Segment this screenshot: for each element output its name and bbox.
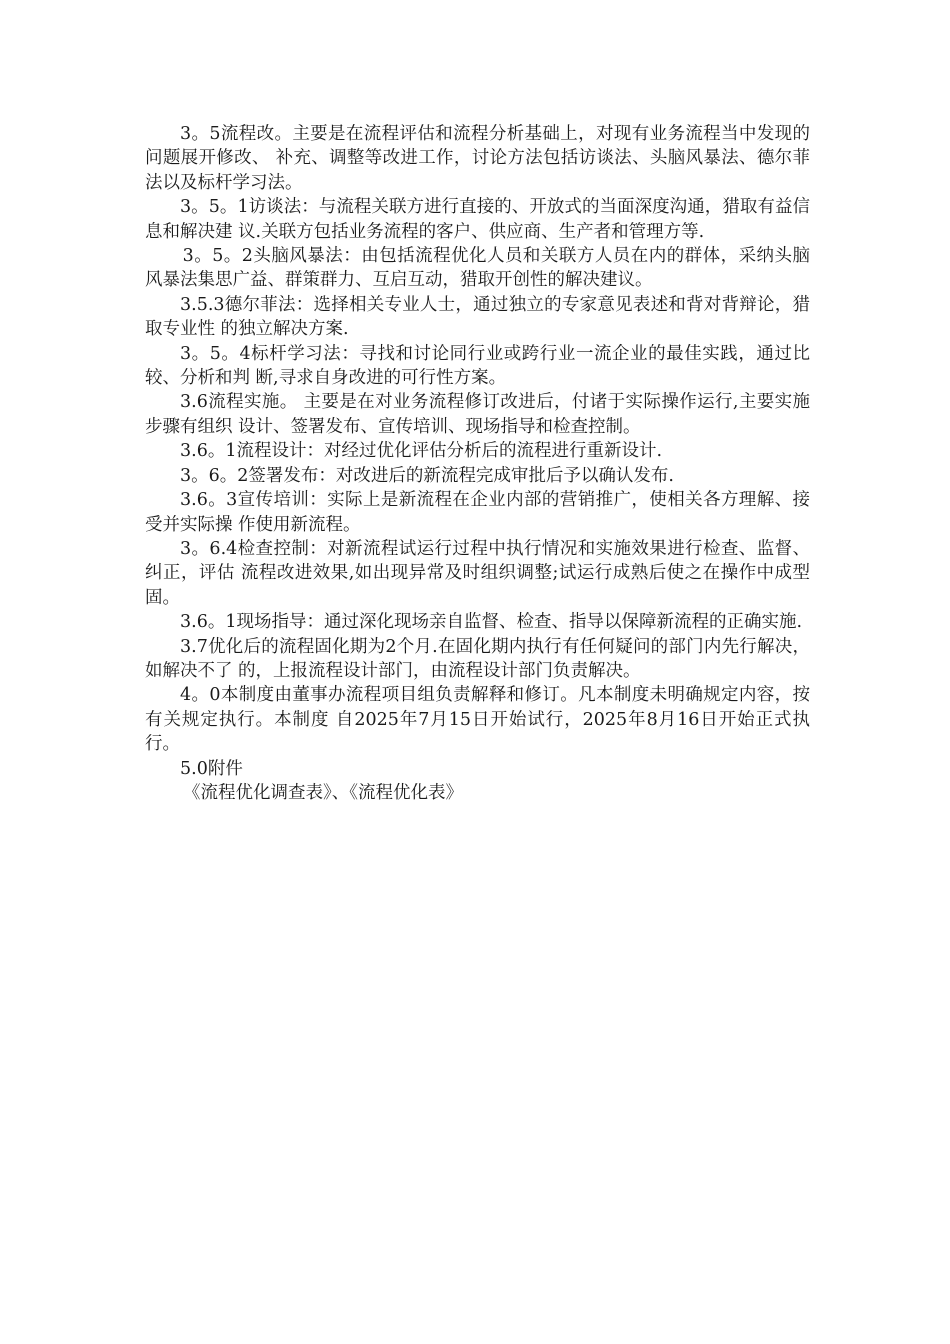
paragraph-3-5-1: 3。5。1访谈法：与流程关联方进行直接的、开放式的当面深度沟通，猎取有益信息和解决建 议.关联方包括业务流程的客户、供应商、生产者和管理方等. [145,197,810,242]
document-body [145,122,810,805]
paragraph-4-0: 4。0本制度由董事办流程项目组负责解释和修订。凡本制度未明确规定内容，按有关规定执行。本制度 自2025年7月15日开始试行，2025年8月16日开始正式执行。 [145,685,810,755]
paragraph-5-0: 5.0附件 [180,758,243,779]
paragraph-3-5-3: 3.5.3德尔菲法：选择相关专业人士，通过独立的专家意见表述和背对背辩论，猎取专业性 的独立解决方案. [145,294,810,340]
paragraph-3-6-4: 3。6.4检查控制：对新流程试运行过程中执行情况和实施效果进行检查、监督、纠正，评估 流程改进效果,如出现异常及时组织调整;试运行成熟后使之在操作中成型固。 [145,538,810,608]
paragraph-3-6-1-field-guidance: 3.6。1现场指导：通过深化现场亲自监督、检查、指导以保障新流程的正确实施. [180,612,803,633]
paragraph-3-6-2: 3。6。2签署发布：对改进后的新流程完成审批后予以确认发布. [180,465,674,486]
paragraph-3-6-1: 3.6。1流程设计：对经过优化评估分析后的流程进行重新设计. [180,441,663,462]
paragraph-3-6: 3.6流程实施。 主要是在对业务流程修订改进后，付诸于实际操作运行,主要实施步骤有组织 设计、签署发布、宣传培训、现场指导和检查控制。 [145,392,810,437]
paragraph-3-7: 3.7优化后的流程固化期为2个月.在固化期内执行有任何疑问的部门内先行解决，如解决不了 的，上报流程设计部门，由流程设计部门负责解决。 [145,636,810,681]
paragraph-3-6-3: 3.6。3宣传培训：实际上是新流程在企业内部的营销推广，使相关各方理解、接受并实际操 作使用新流程。 [145,490,810,535]
paragraph-3-5-4: 3。5。4标杆学习法：寻找和讨论同行业或跨行业一流企业的最佳实践，通过比较、分析和判 断,寻求自身改进的可行性方案。 [145,343,810,389]
paragraph-3-5: 3。5流程改。主要是在流程评估和流程分析基础上，对现有业务流程当中发现的问题展开修改、 补充、调整等改进工作，讨论方法包括访谈法、头脑风暴法、德尔菲法以及标杆学习法。 [145,124,810,193]
paragraph-3-5-2: 3。5。2头脑风暴法：由包括流程优化人员和关联方人员在内的群体，采纳头脑风暴法集思广益、群策群力、互启互动，猎取开创性的解决建议。 [145,246,810,291]
attachment-list: 《流程优化调查表》、《流程优化表》 [183,782,463,803]
